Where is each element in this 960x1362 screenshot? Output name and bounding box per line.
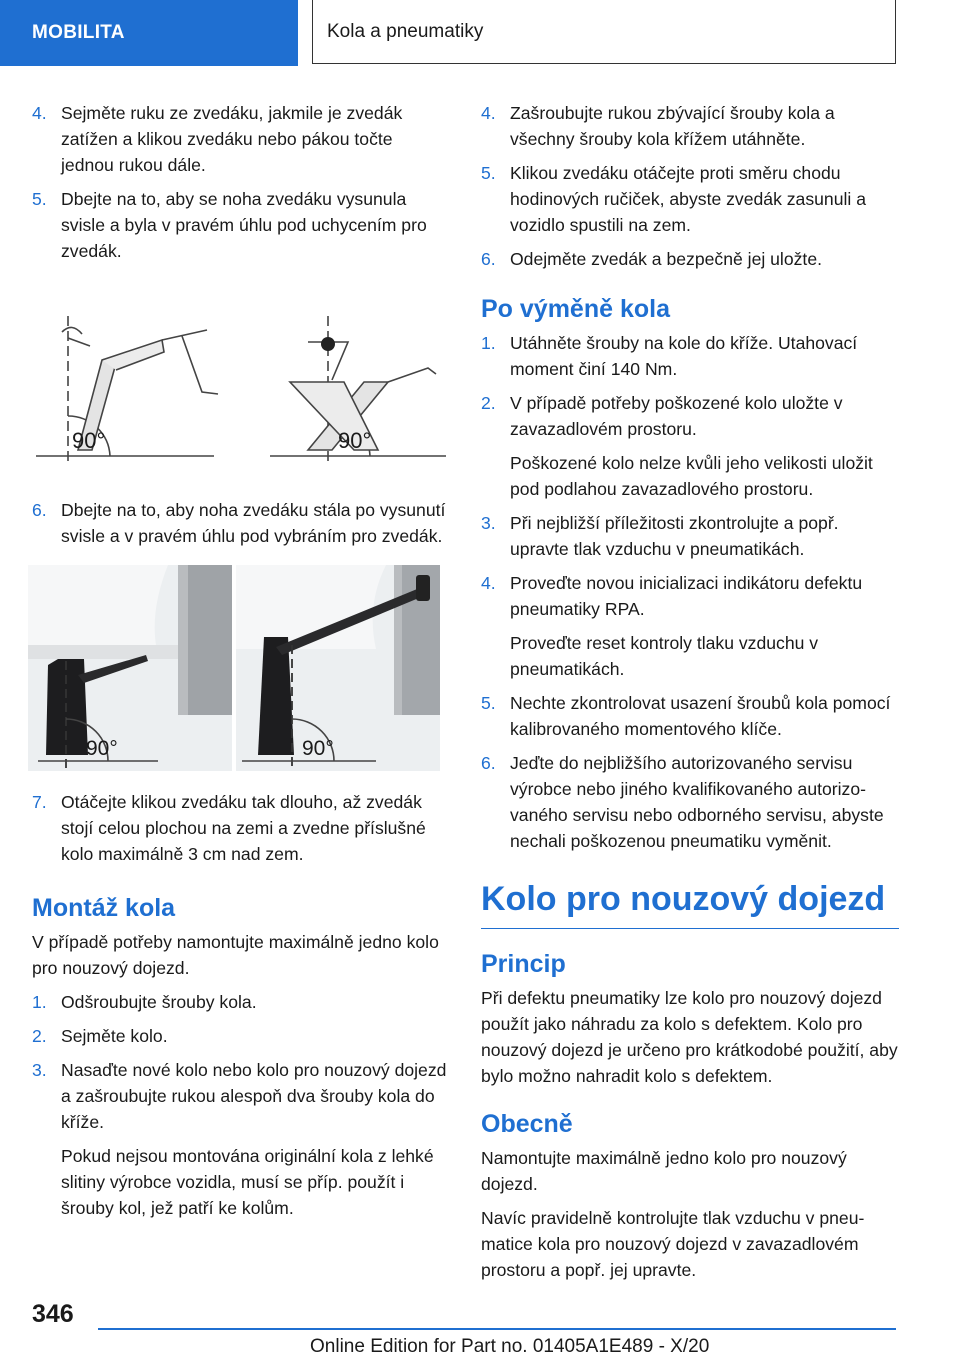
left-column: [32, 100, 450, 1229]
steps-list-c: [32, 789, 450, 867]
section-tab: [0, 0, 298, 66]
jack-diagram: [32, 312, 450, 472]
list-item: 2. Sejměte kolo.: [32, 1026, 168, 1046]
section-heading: Montáž kola: [32, 894, 176, 922]
list-item: 6. Odejměte zvedák a bezpečně jej uložte.: [481, 249, 822, 269]
after-steps-list: [481, 330, 899, 854]
list-item: 3. Při nejbližší příležitosti zkontrolujte a popř. upravte tlak vzduchu v pneumatikách.: [481, 513, 839, 559]
paragraph: V případě potřeby namontujte maximálně jedno kolo pro nouzový dojezd.: [32, 932, 439, 978]
list-item: 6. Dbejte na to, aby noha zvedáku stála po vysunutí svisle a v pravém úhlu pod vybráním pro zvedák.: [32, 500, 446, 546]
paragraph: Při defektu pneumatiky lze kolo pro nouzový dojezd použít jako náhradu za kolo s defektem. Kolo pro nouzový dojezd je určeno pro krátkodobé použití, aby bylo možno nahradit kolo s defektem.: [481, 988, 898, 1086]
footer-divider: [98, 1328, 896, 1330]
section-heading: Princip: [481, 950, 566, 978]
chapter-title: Kola a pneumatiky: [327, 20, 484, 42]
right-column: [481, 100, 899, 1291]
item-note: Pokud nejsou montována originální kola z lehké slitiny výrobce vozidla, musí se příp. použít i šrouby kol, jež patří ke kolům.: [61, 1146, 434, 1218]
steps-list-top: [481, 100, 899, 272]
list-item: 6. Jeďte do nejbližšího autorizovaného servisu výrobce nebo jiného kvalifikovaného autorizovaného servisu nebo odborného servisu, abyste nechali poškozenou pneumatiku vyměnit.: [481, 753, 884, 851]
paragraph: Namontujte maximálně jedno kolo pro nouzový dojezd.: [481, 1148, 847, 1194]
steps-list-a: [32, 100, 450, 264]
list-item: 3. Nasaďte nové kolo nebo kolo pro nouzový dojezd a zašroubujte rukou alespoň dva šrouby kola do kříže. Pokud nejsou montována originální kola z lehké slitiny výrobce vozidla, musí se příp. použít i šrouby kol, jež patří ke kolům.: [32, 1057, 450, 1221]
section-heading: Po výměně kola: [481, 295, 670, 323]
section-heading: Obecně: [481, 1110, 573, 1138]
list-item: 4. Sejměte ruku ze zvedáku, jakmile je zvedák zatížen a klikou zvedáku nebo pákou točte jednou rukou dále.: [32, 103, 403, 175]
list-item: 5. Klikou zvedáku otáčejte proti směru chodu hodinových ručiček, abyste zvedák zasunuli a vozidlo spustili na zem.: [481, 163, 866, 235]
angle-label: 90°: [302, 737, 334, 760]
list-item: 2. V případě potřeby poškozené kolo uložte v zavazadlovém prostoru. Poškozené kolo nelze kvůli jeho velikosti uložit pod podlahou zavazadlového prostoru.: [481, 390, 899, 502]
jack-photos: [28, 565, 440, 771]
steps-list-b: [32, 497, 450, 549]
list-item: 5. Dbejte na to, aby se noha zvedáku vysunula svisle a byla v pravém úhlu pod uchycením pro zvedák.: [32, 189, 427, 261]
chapter-heading: Kolo pro nouzový dojezd: [481, 876, 899, 929]
item-note: Poškozené kolo nelze kvůli jeho velikosti uložit pod podlahou zavazadlového prostoru.: [510, 453, 873, 499]
angle-label: 90°: [86, 737, 118, 760]
footer-edition: Online Edition for Part no. 01405A1E489 - X/20: [310, 1336, 710, 1357]
list-item: 4. Proveďte novou inicializaci indikátoru defektu pneumatiky RPA. Proveďte reset kontroly tlaku vzduchu v pneumatikách.: [481, 570, 899, 682]
angle-label: 90°: [338, 428, 372, 453]
list-item: 4. Zašroubujte rukou zbývající šrouby kola a všechny šrouby kola křížem utáhněte.: [481, 103, 835, 149]
list-item: 5. Nechte zkontrolovat usazení šroubů kola pomocí kalibrovaného momentového klíče.: [481, 693, 891, 739]
jack-photo-left: [28, 565, 232, 771]
page-number: 346: [32, 1300, 74, 1328]
paragraph: Navíc pravidelně kontrolujte tlak vzduchu v pneumatice kola pro nouzový dojezd v zavazadlovém prostoru a popř. jej upravte.: [481, 1208, 865, 1280]
jack-photo-right: [236, 565, 440, 771]
list-item: 1. Utáhněte šrouby na kole do kříže. Utahovací moment činí 140 Nm.: [481, 333, 858, 379]
chapter-header: [312, 0, 896, 64]
section-title: MOBILITA: [32, 22, 125, 43]
list-item: 1. Odšroubujte šrouby kola.: [32, 992, 257, 1012]
angle-label: 90°: [72, 428, 106, 453]
item-note: Proveďte reset kontroly tlaku vzduchu v pneumatikách.: [510, 633, 819, 679]
mount-steps-list: [32, 989, 450, 1221]
list-item: 7. Otáčejte klikou zvedáku tak dlouho, až zvedák stojí celou plochou na zemi a zvedne příslušné kolo maximálně 3 cm nad zem.: [32, 792, 426, 864]
